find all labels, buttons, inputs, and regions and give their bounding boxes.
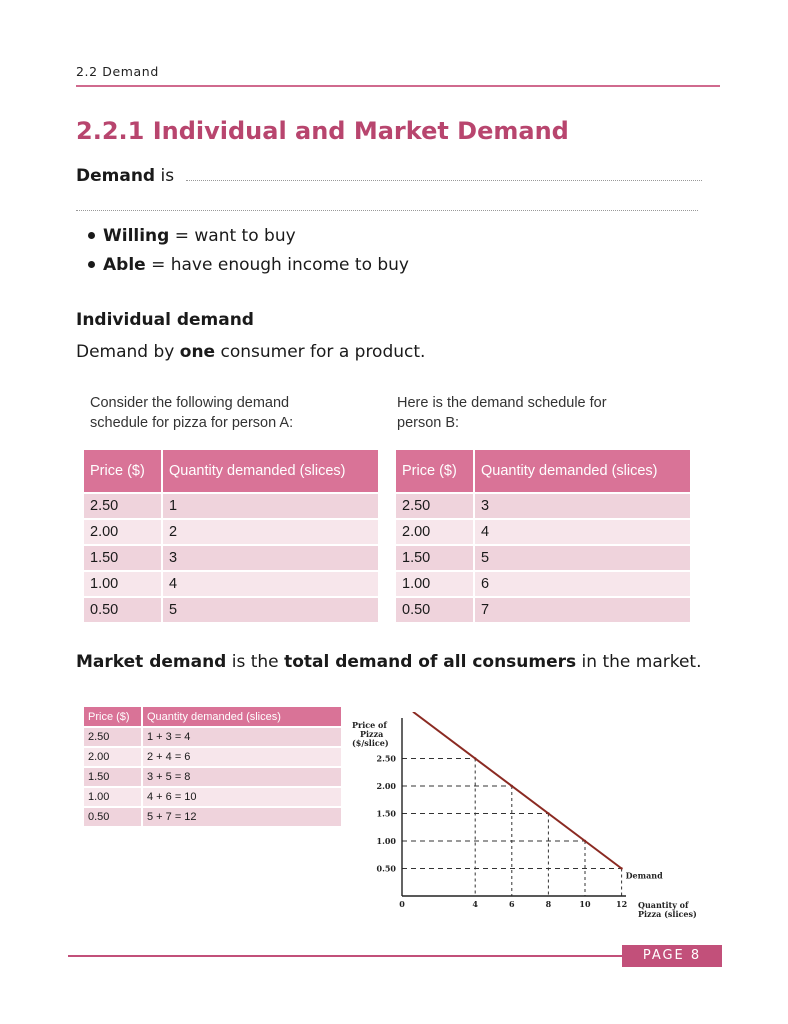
bullet-item	[82, 222, 409, 251]
x-tick-label: 0	[399, 899, 405, 909]
x-tick-label: 6	[509, 899, 515, 909]
quantity-cell: 3 + 5 = 8	[142, 767, 342, 787]
bullet-text: = want to buy	[169, 226, 296, 246]
quantity-cell: 7	[474, 597, 691, 623]
series-label: Demand	[625, 870, 663, 881]
table-row	[84, 787, 342, 807]
price-cell: 2.00	[84, 747, 142, 767]
y-tick-label: 0.50	[376, 863, 396, 874]
price-cell: 2.50	[84, 727, 142, 747]
quantity-cell: 4 + 6 = 10	[142, 787, 342, 807]
table-row	[84, 545, 379, 571]
table-row	[396, 519, 691, 545]
footer-rule	[68, 955, 624, 957]
table-row	[396, 493, 691, 519]
column-header: Quantity demanded (slices)	[162, 450, 379, 493]
price-cell: 0.50	[84, 807, 142, 827]
data-point	[474, 757, 476, 759]
price-cell: 1.50	[84, 545, 162, 571]
market-demand-text	[76, 650, 702, 674]
section-title: 2.2.1 Individual and Market Demand	[76, 117, 569, 145]
column-header: Price ($)	[396, 450, 474, 493]
price-cell: 1.50	[84, 767, 142, 787]
quantity-cell: 1	[162, 493, 379, 519]
page-number: PAGE 8	[622, 945, 722, 967]
table-row	[396, 545, 691, 571]
individual-demand-text	[76, 340, 425, 364]
price-cell: 2.00	[84, 519, 162, 545]
bullet-term: Willing	[103, 226, 170, 246]
price-cell: 2.00	[396, 519, 474, 545]
table-row	[84, 767, 342, 787]
quantity-cell: 4	[162, 571, 379, 597]
definition-rest: is	[155, 166, 175, 186]
price-cell: 0.50	[396, 597, 474, 623]
y-tick-label: 2.00	[376, 781, 396, 791]
x-tick-label: 12	[616, 899, 628, 909]
intro-line: schedule for pizza for person A:	[90, 415, 294, 431]
quantity-cell: 5 + 7 = 12	[142, 807, 342, 827]
column-header: Price ($)	[84, 707, 142, 727]
table-row	[84, 597, 379, 623]
text-part: Demand by	[76, 342, 180, 362]
price-cell: 0.50	[84, 597, 162, 623]
bullet-item	[82, 251, 409, 280]
bullet-term: Able	[103, 255, 146, 275]
bullet-list	[82, 222, 409, 280]
text-part: is the	[226, 652, 285, 672]
quantity-cell: 4	[474, 519, 691, 545]
market-demand-table	[84, 707, 343, 828]
price-cell: 2.50	[84, 493, 162, 519]
quantity-cell: 5	[162, 597, 379, 623]
price-cell: 2.50	[396, 493, 474, 519]
x-axis-label-line: Quantity of	[638, 900, 689, 910]
text-bold: total demand of all consumers	[284, 652, 577, 672]
price-cell: 1.50	[396, 545, 474, 571]
running-header: 2.2 Demand	[76, 64, 159, 79]
bullet-dot-icon	[88, 232, 95, 239]
bullet-text: = have enough income to buy	[145, 255, 409, 275]
data-point	[584, 840, 586, 842]
data-point	[620, 867, 622, 869]
table-b-intro	[397, 393, 607, 433]
table-row	[396, 571, 691, 597]
quantity-cell: 2 + 4 = 6	[142, 747, 342, 767]
quantity-cell: 5	[474, 545, 691, 571]
y-axis-label-line: Pizza	[360, 729, 384, 739]
intro-line: Consider the following demand	[90, 395, 290, 411]
bullet-dot-icon	[88, 261, 95, 268]
demand-curve-line	[413, 712, 622, 869]
table-row	[84, 571, 379, 597]
table-row	[84, 727, 342, 747]
chart-guides	[402, 759, 622, 897]
fill-in-blank	[186, 180, 702, 181]
quantity-cell: 6	[474, 571, 691, 597]
data-point	[547, 812, 549, 814]
table-row	[84, 807, 342, 827]
quantity-cell: 3	[474, 493, 691, 519]
table-row	[396, 597, 691, 623]
quantity-cell: 1 + 3 = 4	[142, 727, 342, 747]
x-tick-label: 10	[579, 899, 591, 909]
price-cell: 1.00	[84, 571, 162, 597]
y-tick-label: 1.50	[376, 808, 396, 819]
column-header: Quantity demanded (slices)	[474, 450, 691, 493]
x-tick-label: 4	[472, 899, 478, 909]
quantity-cell: 2	[162, 519, 379, 545]
text-part: in the market.	[576, 652, 702, 672]
data-point	[511, 785, 513, 787]
y-tick-label: 2.50	[376, 753, 396, 764]
y-axis-label-line: ($/slice)	[352, 738, 389, 748]
table-row	[84, 747, 342, 767]
table-row	[84, 519, 379, 545]
individual-demand-heading: Individual demand	[76, 310, 254, 330]
price-cell: 1.00	[84, 787, 142, 807]
text-bold: Market demand	[76, 652, 227, 672]
y-tick-label: 1.00	[376, 836, 396, 846]
demand-curve-chart	[340, 712, 710, 924]
definition-term: Demand	[76, 166, 156, 186]
header-rule	[76, 85, 720, 87]
chart-ticks	[377, 754, 628, 910]
quantity-cell: 3	[162, 545, 379, 571]
column-header: Price ($)	[84, 450, 162, 493]
table-row	[84, 493, 379, 519]
x-axis-label-line: Pizza (slices)	[638, 909, 697, 919]
y-axis-label-line: Price of	[352, 720, 387, 730]
intro-line: Here is the demand schedule for	[397, 395, 607, 411]
column-header: Quantity demanded (slices)	[142, 707, 342, 727]
fill-in-blank-line-2	[76, 210, 698, 211]
demand-table-person-b	[396, 450, 692, 624]
price-cell: 1.00	[396, 571, 474, 597]
demand-table-person-a	[84, 450, 380, 624]
text-bold: one	[179, 342, 216, 362]
intro-line: person B:	[397, 415, 460, 431]
definition-line	[76, 164, 702, 188]
x-tick-label: 8	[545, 899, 552, 909]
table-a-intro	[90, 393, 293, 433]
chart-series	[413, 712, 663, 881]
text-part: consumer for a product.	[215, 342, 426, 362]
